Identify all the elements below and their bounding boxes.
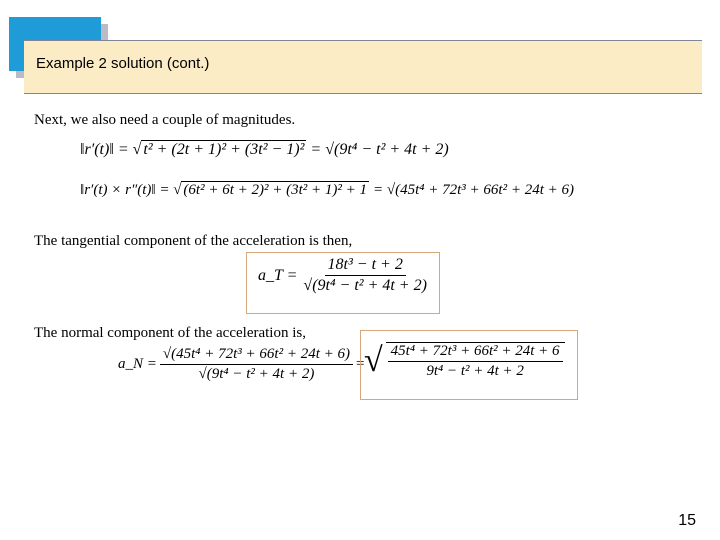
boxed-denominator: 9t⁴ − t² + 4t + 2: [426, 363, 524, 379]
page-number: 15: [678, 512, 696, 529]
eq2-rhs: = √(45t⁴ + 72t³ + 66t² + 24t + 6): [373, 181, 574, 198]
boxed-numerator: 45t⁴ + 72t³ + 66t² + 24t + 6: [388, 343, 563, 362]
radical-sign: √: [128, 140, 142, 158]
eq2-radicand: (6t² + 6t + 2)² + (3t² + 1)² + 1: [183, 182, 368, 198]
eq1-radicand: t² + (2t + 1)² + (3t² − 1)²: [143, 141, 305, 158]
boxed-fraction: [386, 342, 565, 380]
a-n-fraction: [160, 346, 353, 383]
a-n-equals: =: [355, 356, 365, 372]
eq2-lhs: ‖r′(t) × r″(t)‖ =: [80, 181, 170, 198]
a-n-numerator: √(45t⁴ + 72t³ + 66t² + 24t + 6): [160, 346, 353, 365]
equation-velocity-magnitude: [80, 140, 449, 159]
a-n-denominator: √(9t⁴ − t² + 4t + 2): [198, 366, 315, 382]
a-n-label: a_N =: [118, 356, 157, 372]
a-t-label: a_T =: [258, 266, 298, 284]
a-t-numerator: 18t³ − t + 2: [325, 256, 406, 276]
tangential-text: The tangential component of the acceleration is then,: [34, 233, 353, 249]
equation-tangential: [258, 256, 433, 295]
a-t-denominator: √(9t⁴ − t² + 4t + 2): [303, 277, 427, 294]
intro-text: Next, we also need a couple of magnitudes.: [34, 112, 296, 128]
slide-title: Example 2 solution (cont.): [36, 55, 210, 72]
eq1-rhs: = √(9t⁴ − t² + 4t + 2): [310, 140, 449, 158]
normal-text: The normal component of the acceleration is,: [34, 325, 306, 341]
equation-cross-product-magnitude: [80, 181, 574, 199]
boxed-normal-expression: [364, 342, 568, 380]
eq1-lhs: ‖r′(t)‖ =: [80, 140, 129, 158]
radical-sign: √: [169, 181, 182, 198]
equation-normal: [118, 346, 364, 383]
radical-sign: √: [364, 342, 383, 379]
a-t-fraction: [300, 256, 430, 295]
